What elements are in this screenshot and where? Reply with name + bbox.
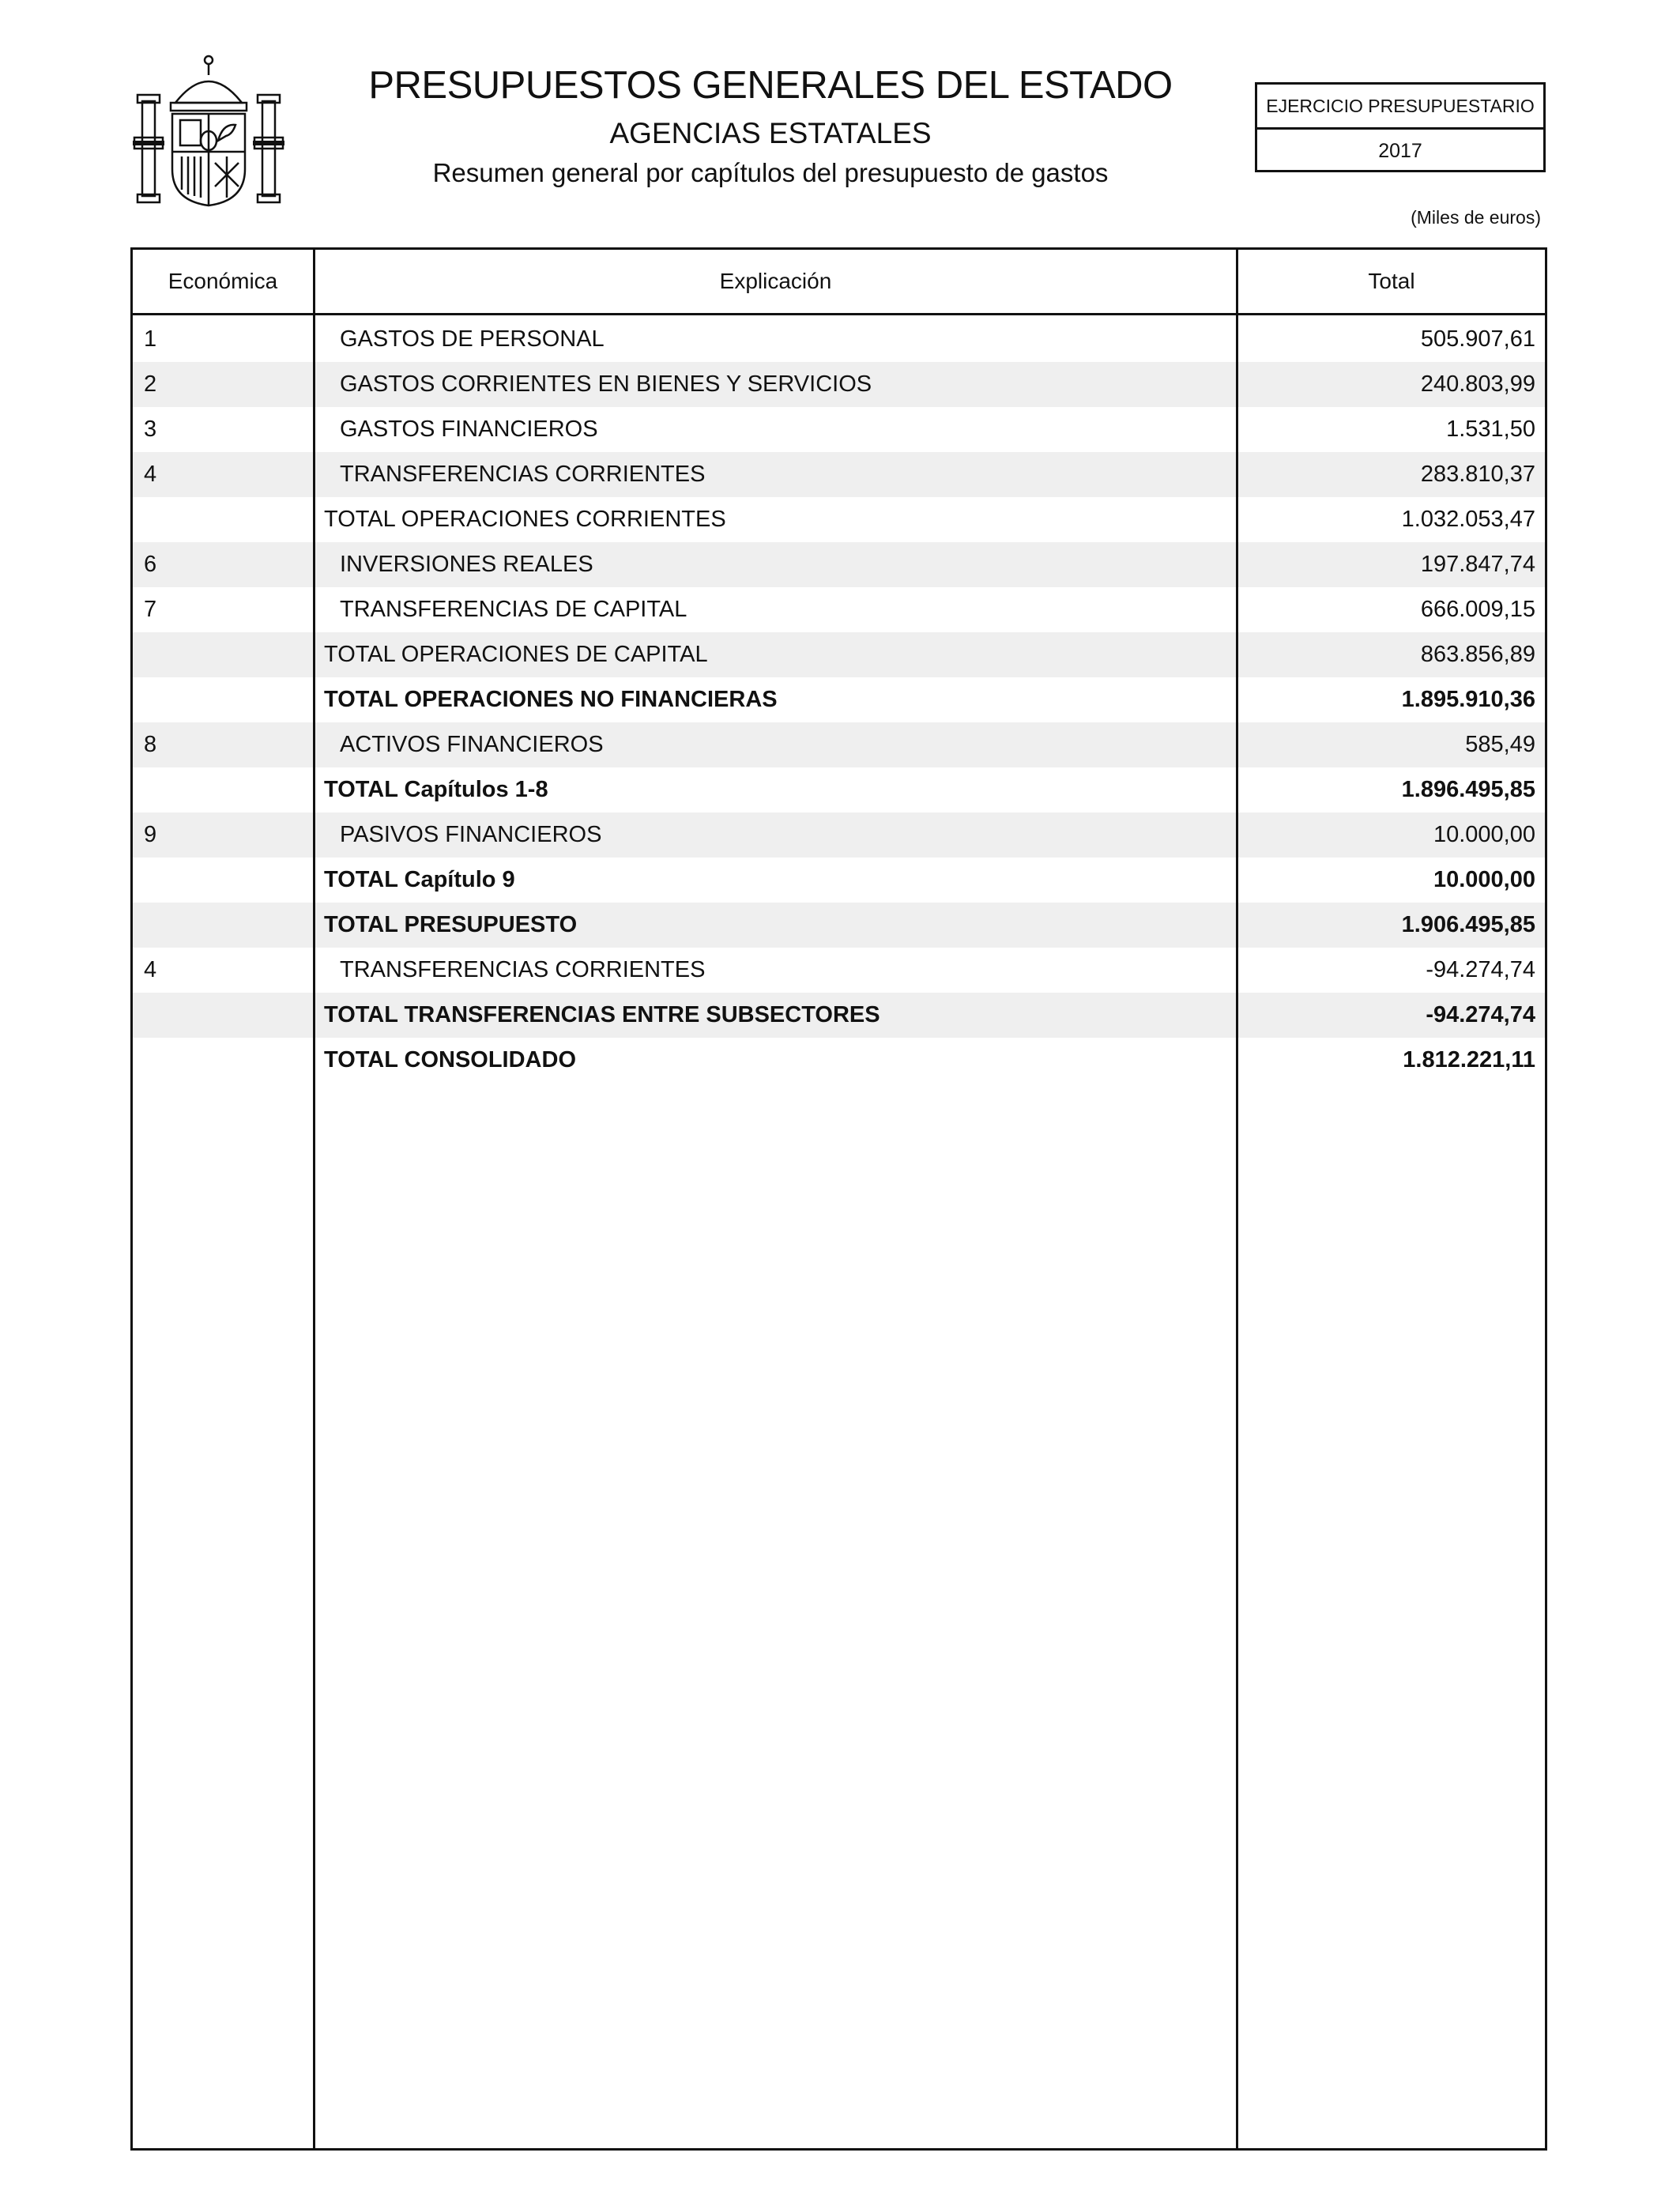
table-header [133,250,1545,315]
cell-economica: 3 [144,417,157,442]
cell-explicacion: TOTAL OPERACIONES DE CAPITAL [324,642,708,667]
page-subtitle: AGENCIAS ESTATALES [609,117,932,149]
cell-explicacion: INVERSIONES REALES [340,552,593,577]
column-header-explicacion: Explicación [719,269,832,293]
cell-total: 1.032.053,47 [1401,507,1535,532]
ejercicio-label: EJERCICIO PRESUPUESTARIO [1257,85,1543,130]
table-row [133,948,1545,993]
table-row [133,497,1545,542]
cell-economica: 7 [144,597,157,622]
cell-total: 666.009,15 [1420,597,1535,622]
cell-economica: 9 [144,822,157,847]
cell-economica: 4 [144,462,157,487]
cell-economica: 6 [144,552,157,577]
cell-total: 505.907,61 [1420,326,1535,352]
table-row [133,317,1545,362]
table-row [133,452,1545,497]
cell-total: 1.531,50 [1446,417,1535,442]
table-row [133,407,1545,452]
table-row [133,993,1545,1038]
cell-total: 585,49 [1465,732,1535,757]
column-divider [1236,250,1238,2148]
ejercicio-box [1255,82,1546,172]
cell-explicacion: TOTAL PRESUPUESTO [324,912,578,937]
cell-explicacion: TOTAL OPERACIONES CORRIENTES [324,507,726,532]
page-title: PRESUPUESTOS GENERALES DEL ESTADO [368,64,1173,107]
cell-explicacion: GASTOS CORRIENTES EN BIENES Y SERVICIOS [340,371,872,397]
cell-explicacion: GASTOS FINANCIEROS [340,417,598,442]
column-header-economica: Económica [168,269,278,293]
cell-explicacion: ACTIVOS FINANCIEROS [340,732,604,757]
column-header-total: Total [1368,269,1415,293]
cell-explicacion: GASTOS DE PERSONAL [340,326,605,352]
cell-total: 863.856,89 [1420,642,1535,667]
cell-total: 240.803,99 [1420,371,1535,397]
cell-total: -94.274,74 [1426,1002,1535,1027]
table-row [133,767,1545,812]
table-row [133,812,1545,858]
table-row [133,903,1545,948]
cell-explicacion: PASIVOS FINANCIEROS [340,822,602,847]
cell-total: 10.000,00 [1433,822,1535,847]
table-row [133,858,1545,903]
column-divider [313,250,315,2148]
cell-explicacion: TRANSFERENCIAS CORRIENTES [340,957,706,982]
table-row [133,587,1545,632]
cell-explicacion: TOTAL Capítulos 1-8 [324,777,548,802]
cell-economica: 8 [144,732,157,757]
cell-explicacion: TOTAL TRANSFERENCIAS ENTRE SUBSECTORES [324,1002,880,1027]
cell-total: 283.810,37 [1420,462,1535,487]
table-row [133,1038,1545,1083]
ejercicio-year: 2017 [1378,139,1422,162]
cell-explicacion: TOTAL OPERACIONES NO FINANCIERAS [324,687,778,712]
cell-total: 1.895.910,36 [1401,687,1535,712]
coat-of-arms-spain-icon [131,52,286,210]
cell-economica: 2 [144,371,157,397]
units-note: (Miles de euros) [1411,207,1541,228]
cell-economica: 1 [144,326,157,352]
table-body [133,317,1545,1083]
table-row [133,722,1545,767]
cell-explicacion: TOTAL Capítulo 9 [324,867,515,892]
budget-table [130,247,1547,2151]
table-row [133,542,1545,587]
table-row [133,677,1545,722]
cell-total: 1.896.495,85 [1401,777,1535,802]
cell-total: 197.847,74 [1420,552,1535,577]
cell-total: -94.274,74 [1426,957,1535,982]
table-row [133,362,1545,407]
cell-explicacion: TRANSFERENCIAS CORRIENTES [340,462,706,487]
page-description: Resumen general por capítulos del presupuesto de gastos [432,158,1109,187]
cell-explicacion: TOTAL CONSOLIDADO [324,1047,576,1072]
cell-total: 1.812.221,11 [1403,1047,1535,1072]
cell-explicacion: TRANSFERENCIAS DE CAPITAL [340,597,687,622]
table-row [133,632,1545,677]
cell-economica: 4 [144,957,157,982]
cell-total: 10.000,00 [1433,867,1535,892]
cell-total: 1.906.495,85 [1401,912,1535,937]
